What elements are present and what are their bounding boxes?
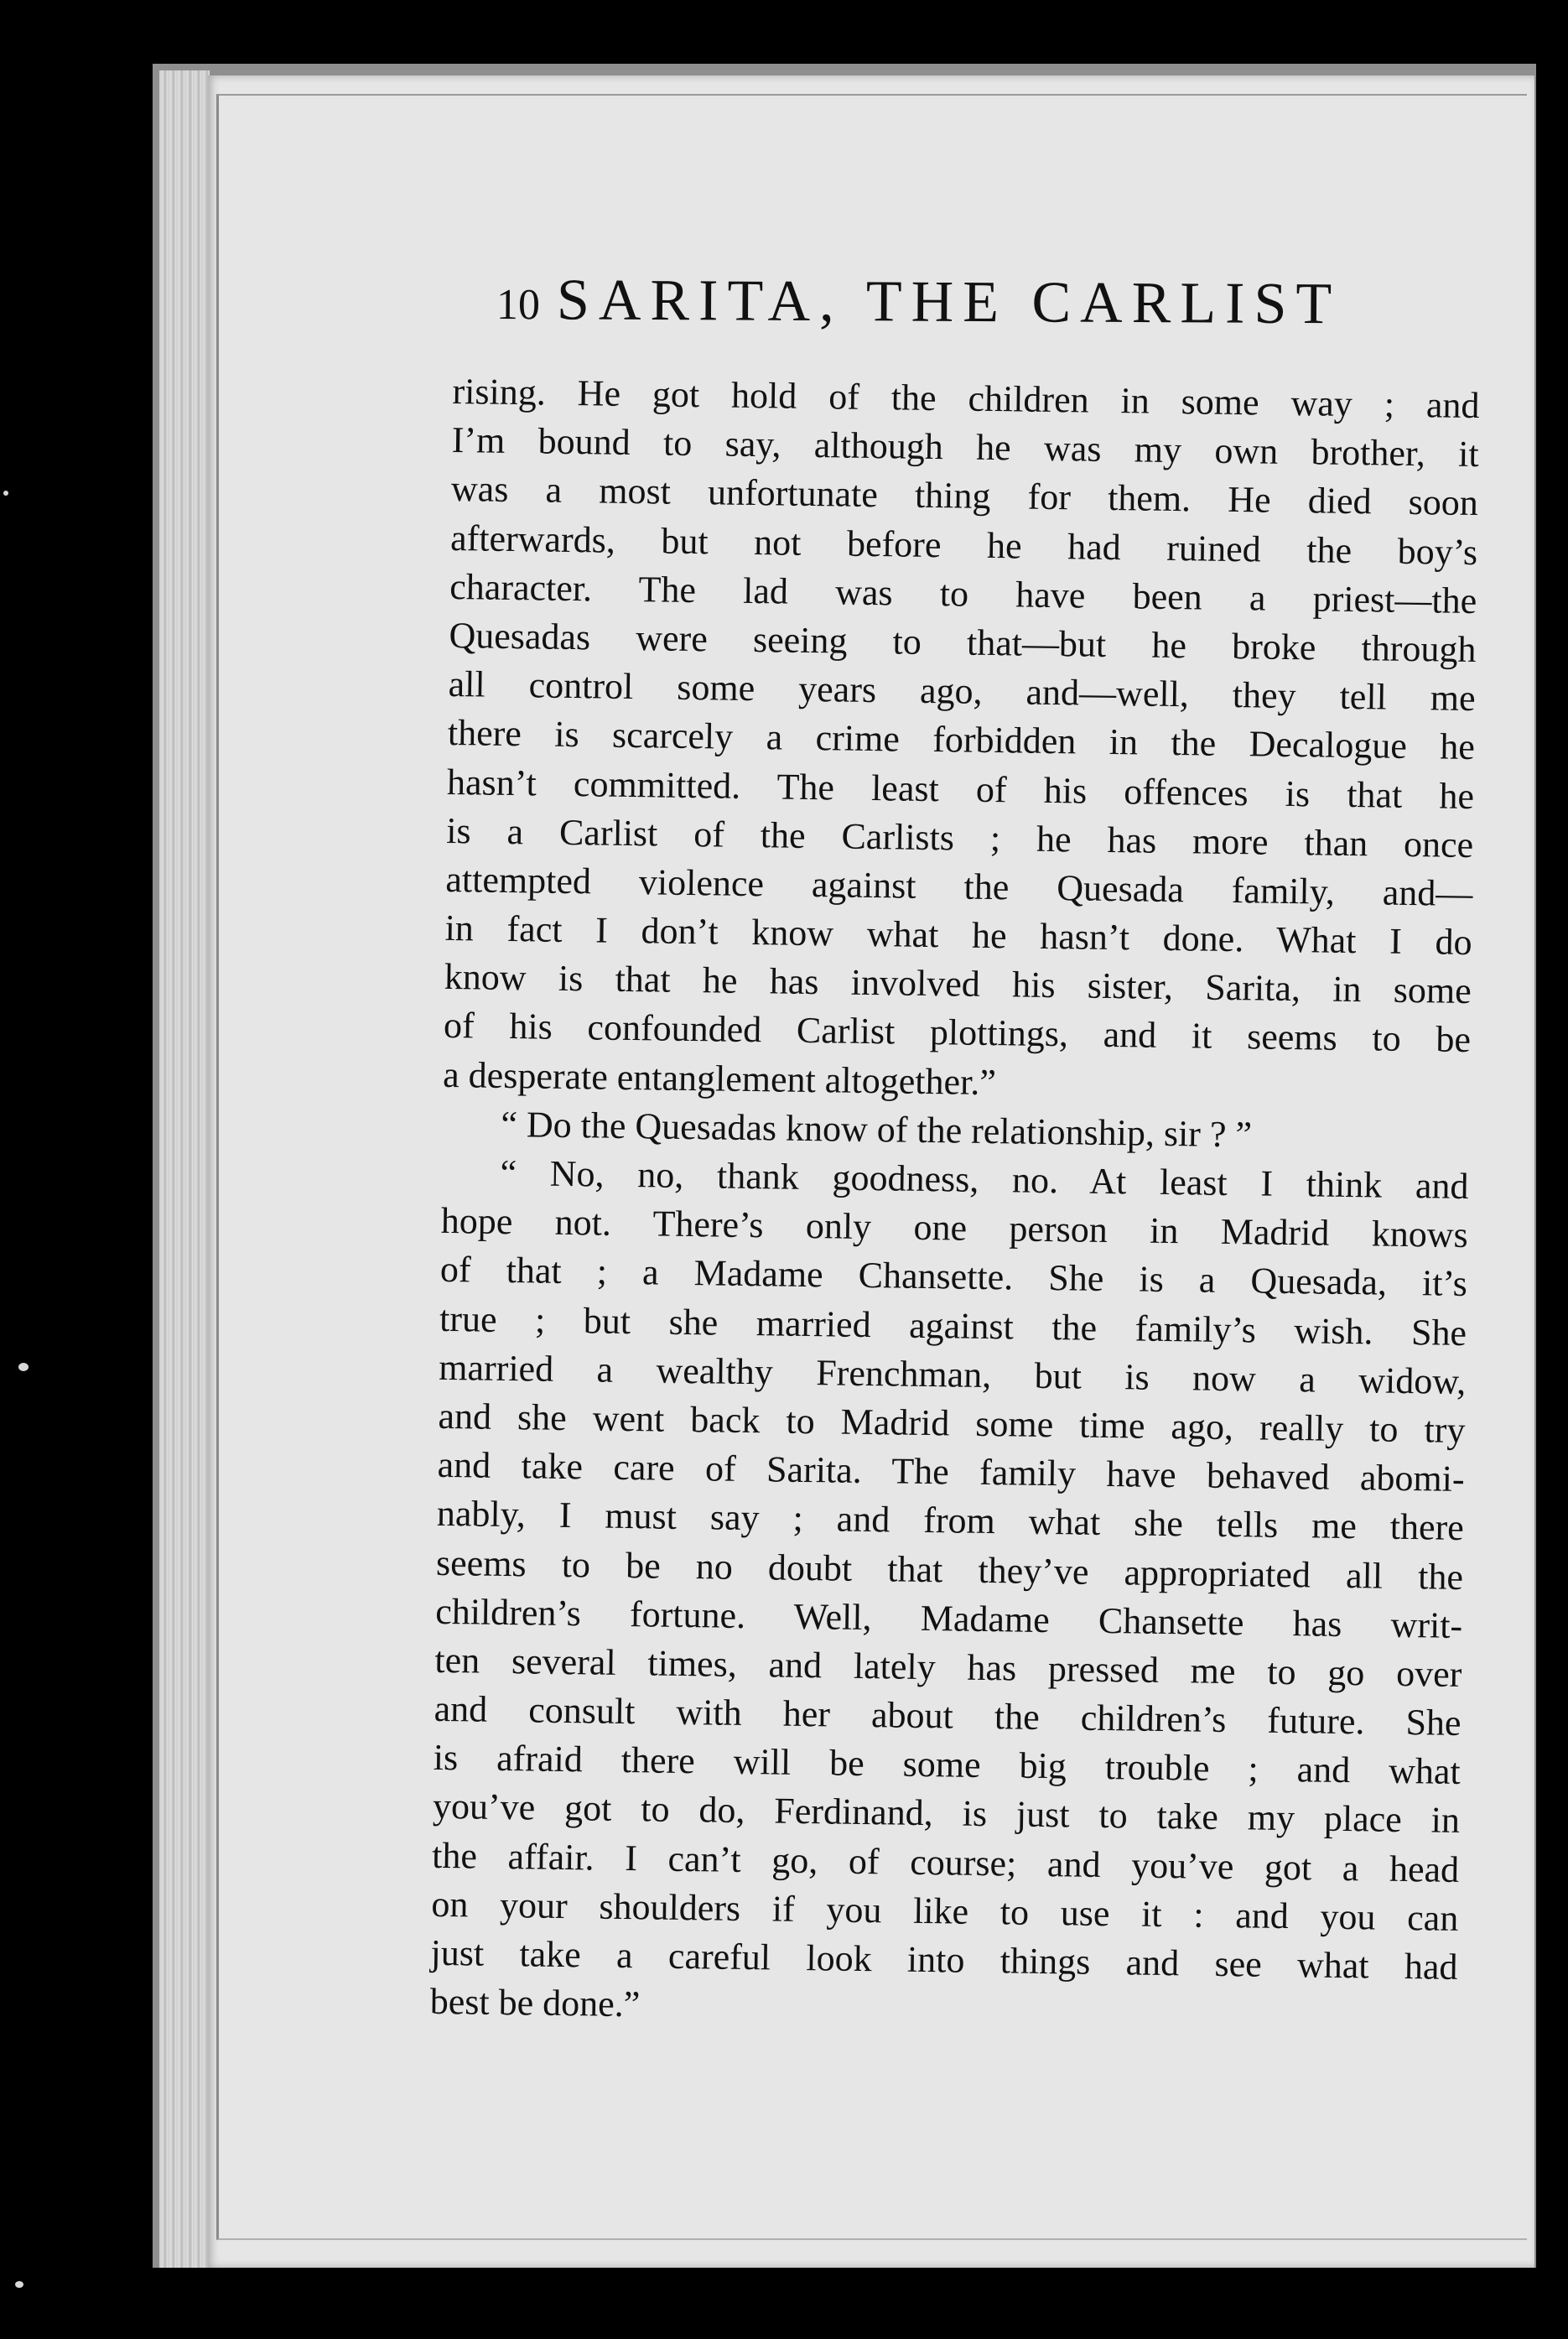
text-line: a desperate entanglement altogether.”: [442, 1053, 997, 1103]
text-line: best be done.”: [429, 1981, 641, 2025]
text-line: is a Carlist of the Carlists ; he has more than once: [445, 809, 1474, 865]
text-line: rising. He got hold of the children in some way ; and: [452, 370, 1480, 427]
text-line: Quesadas were seeing to that—but he broke through: [449, 614, 1477, 671]
book-page-edges: [159, 70, 210, 2268]
text-line: you’ve got to do, Ferdinand, is just to take my place in: [432, 1785, 1461, 1842]
text-line: know is that he has involved his sister, Sarita, in some: [444, 956, 1472, 1012]
text-line: afterwards, but not before he had ruined the boy’s: [449, 517, 1478, 573]
text-line: character. The lad was to have been a priest—the: [449, 565, 1477, 621]
dust-speck: [15, 2281, 23, 2288]
text-line: married a wealthy Frenchman, but is now a widow,: [439, 1346, 1467, 1402]
text-line: and take care of Sarita. The family have behaved abomi-: [437, 1443, 1465, 1500]
text-line: I’m bound to say, although he was my own brother, it: [451, 419, 1480, 476]
text-line: of that ; a Madame Chansette. She is a Quesada, it’s: [439, 1249, 1468, 1305]
text-line: the affair. I can’t go, of course; and you’ve got a head: [431, 1834, 1460, 1890]
text-line: is afraid there will be some big trouble ; and what: [433, 1737, 1462, 1793]
page-number: 10: [496, 281, 541, 330]
text-line: was a most unfortunate thing for them. He died soon: [450, 468, 1479, 524]
text-line: hasn’t committed. The least of his offences is that he: [446, 761, 1475, 817]
text-line: “ No, no, thank goodness, no. At least I think and: [500, 1151, 1469, 1208]
text-line: attempted violence against the Quesada family, and—: [445, 858, 1473, 914]
dust-speck: [18, 1363, 29, 1371]
text-line: “ Do the Quesadas know of the relationship, sir ? ”: [501, 1103, 1253, 1156]
dust-speck: [3, 491, 8, 496]
running-title: SARITA, THE CARLIST: [556, 268, 1342, 337]
text-line: and consult with her about the children’s future. She: [434, 1687, 1462, 1744]
text-line: ten several times, and lately has pressed me to go over: [434, 1639, 1462, 1695]
running-head: [496, 267, 1452, 339]
text-line: in fact I don’t know what he hasn’t done. What I do: [444, 907, 1472, 964]
text-line: true ; but she married against the family’s wish. She: [439, 1297, 1467, 1354]
text-line: just take a careful look into things and see what had: [430, 1931, 1458, 1988]
text-line: nably, I must say ; and from what she tells me there: [436, 1493, 1465, 1549]
text-line: and she went back to Madrid some time ago, really to try: [438, 1395, 1466, 1451]
text-line: hope not. There’s only one person in Madrid knows: [440, 1200, 1469, 1256]
text-line: seems to be no doubt that they’ve appropriated all the: [435, 1541, 1464, 1598]
text-line: on your shoulders if you like to use it : and you can: [431, 1883, 1459, 1939]
text-line: children’s fortune. Well, Madame Chansette has writ-: [434, 1590, 1463, 1646]
text-line: of his confounded Carlist plottings, and it seems to be: [443, 1005, 1472, 1061]
body-text: [429, 367, 1480, 2040]
text-line: all control some years ago, and—well, they tell me: [448, 663, 1476, 720]
text-line: there is scarcely a crime forbidden in the Decalogue he: [447, 712, 1476, 768]
